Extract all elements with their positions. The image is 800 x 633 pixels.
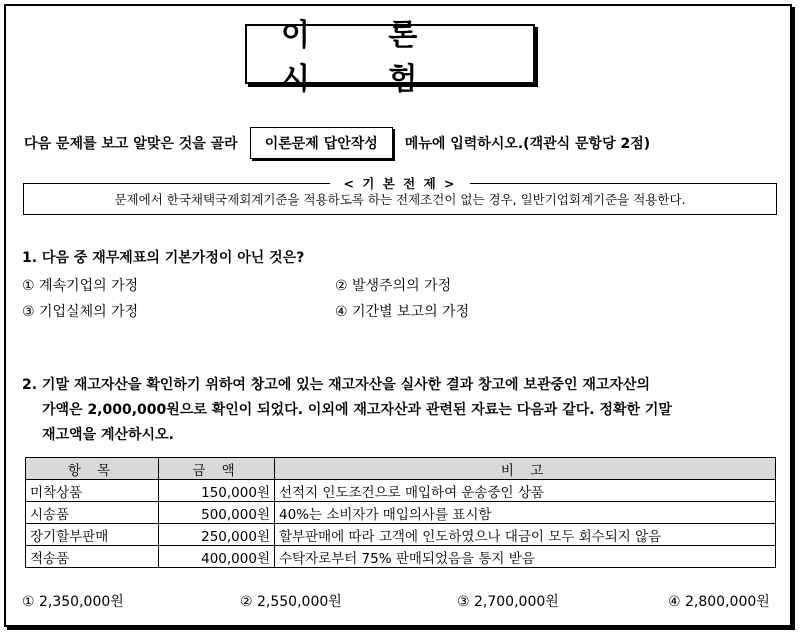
instruction-before: 다음 문제를 보고 알맞은 것을 골라 [24, 136, 238, 152]
cell-item: 미착상품 [26, 480, 159, 502]
premise-heading: < 기 본 전 제 > [330, 174, 470, 192]
question-2 [22, 373, 782, 448]
cell-note: 할부판매에 따라 고객에 인도하였으나 대금이 모두 회수되지 않음 [275, 524, 776, 546]
header-note: 비 고 [275, 458, 776, 480]
question-1: 1. 다음 중 재무제표의 기본가정이 아닌 것은? [22, 250, 305, 266]
instruction [24, 125, 784, 161]
premise-text: 문제에서 한국채택국제회계기준을 적용하도록 하는 전제조건이 없는 경우, 일반기업회계기준을 적용한다. [114, 192, 686, 207]
q2-option-1[interactable]: ① 2,350,000원 [22, 594, 124, 610]
q2-option-4[interactable]: ④ 2,800,000원 [668, 594, 770, 610]
q1-option-4[interactable]: ④ 기간별 보고의 가정 [335, 304, 470, 320]
table-row [26, 524, 776, 546]
table-row [26, 502, 776, 524]
table-row [26, 546, 776, 568]
question-2-line-3: 재고액을 계산하시오. [42, 427, 174, 443]
question-2-line-2: 가액은 2,000,000원으로 확인이 되었다. 이외에 재고자산과 관련된 자료는 다음과 같다. 정확한 기말 [42, 402, 672, 418]
page-title: 이 론 시 험 [245, 24, 535, 84]
cell-note: 40%는 소비자가 매입의사를 표시함 [275, 502, 776, 524]
cell-item: 시송품 [26, 502, 159, 524]
question-2-line-1: 2. 기말 재고자산을 확인하기 위하여 창고에 있는 재고자산을 실사한 결과 창고에 보관중인 재고자산의 [22, 377, 651, 393]
cell-item: 적송품 [26, 546, 159, 568]
cell-amount: 400,000원 [159, 546, 275, 568]
cell-note: 선적지 인도조건으로 매입하여 운송중인 상품 [275, 480, 776, 502]
cell-amount: 150,000원 [159, 480, 275, 502]
cell-note: 수탁자로부터 75% 판매되었음을 통지 받음 [275, 546, 776, 568]
table-row [26, 480, 776, 502]
header-amount: 금 액 [159, 458, 275, 480]
instruction-after: 메뉴에 입력하시오.(객관식 문항당 2점) [404, 136, 651, 152]
q2-option-3[interactable]: ③ 2,700,000원 [457, 594, 559, 610]
table-header-row [26, 458, 776, 480]
header-item: 항 목 [26, 458, 159, 480]
answer-menu-button[interactable]: 이론문제 답안작성 [250, 127, 393, 159]
q2-option-2[interactable]: ② 2,550,000원 [240, 594, 342, 610]
cell-amount: 250,000원 [159, 524, 275, 546]
q1-option-2[interactable]: ② 발생주의의 가정 [335, 278, 452, 294]
inventory-table [25, 457, 776, 568]
cell-amount: 500,000원 [159, 502, 275, 524]
q1-option-3[interactable]: ③ 기업실체의 가정 [22, 304, 139, 320]
q1-option-1[interactable]: ① 계속기업의 가정 [22, 278, 139, 294]
cell-item: 장기할부판매 [26, 524, 159, 546]
